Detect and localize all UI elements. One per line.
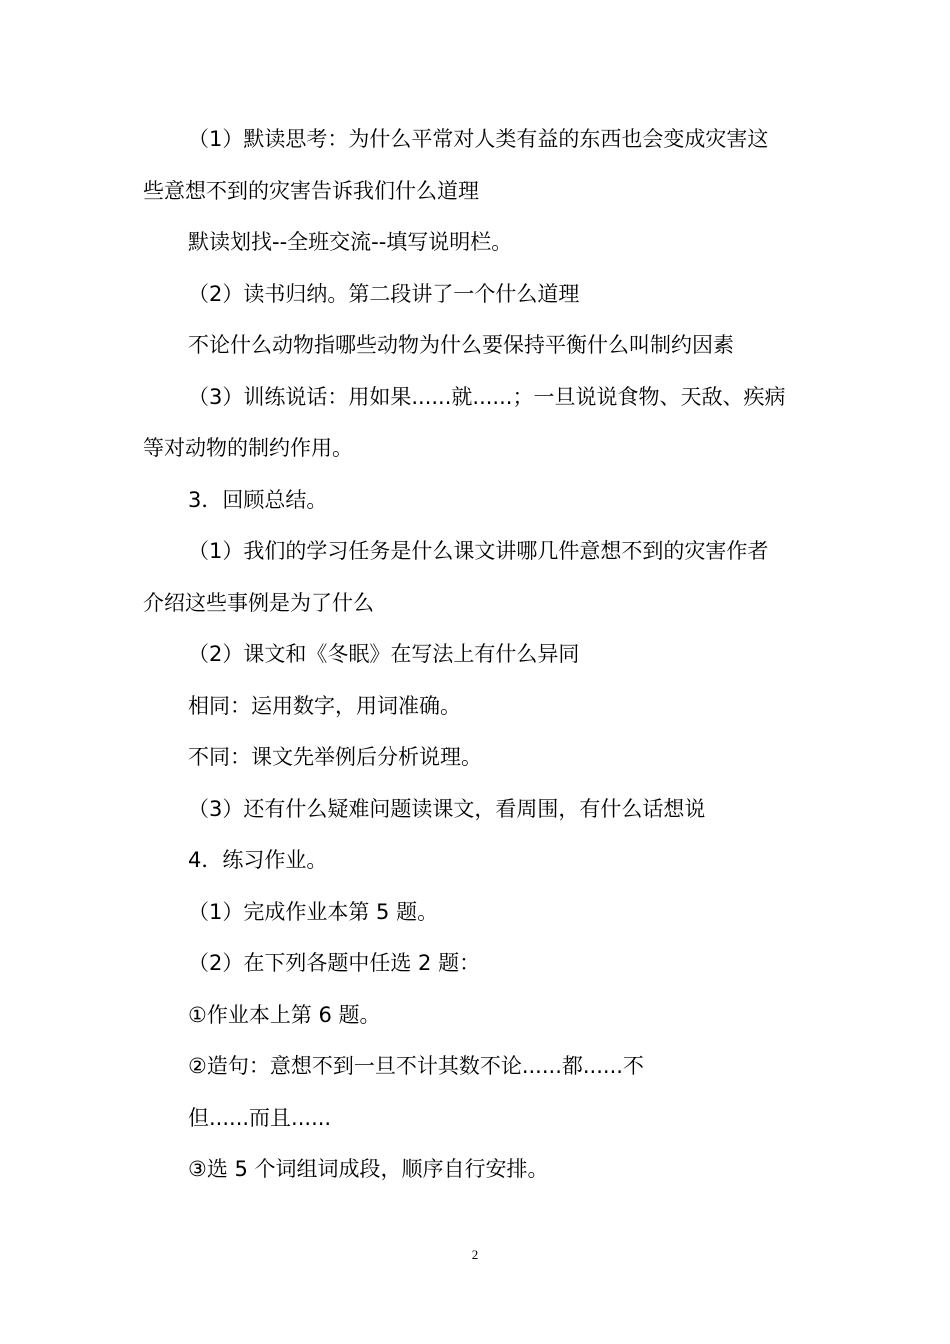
paragraph: 相同：运用数字，用词准确。 <box>188 693 461 718</box>
paragraph: 介绍这些事例是为了什么 <box>143 590 374 615</box>
paragraph: 等对动物的制约作用。 <box>143 436 353 460</box>
document-body <box>143 114 809 1196</box>
list-item-continuation: 但......而且...... <box>188 1105 332 1130</box>
paragraph: （2）读书归纳。第二段讲了一个什么道理 <box>188 281 580 306</box>
list-item: ③选 5 个词组词成段，顺序自行安排。 <box>188 1157 549 1181</box>
paragraph: （1）完成作业本第 5 题。 <box>188 899 439 924</box>
paragraph: 不同：课文先举例后分析说理。 <box>188 745 482 769</box>
paragraph: （3）还有什么疑难问题读课文，看周围，有什么话想说 <box>188 796 706 821</box>
section-heading: 3．回顾总结。 <box>188 487 328 512</box>
page-number: 2 <box>471 1247 479 1262</box>
paragraph: （1）默读思考：为什么平常对人类有益的东西也会变成灾害这 <box>188 127 769 151</box>
paragraph: 些意想不到的灾害告诉我们什么道理 <box>143 178 479 203</box>
list-item: ①作业本上第 6 题。 <box>188 1002 381 1027</box>
list-item: ②造句：意想不到一旦不计其数不论......都......不 <box>188 1054 644 1078</box>
paragraph: （2）在下列各题中任选 2 题： <box>188 951 481 975</box>
paragraph: （3）训练说话：用如果......就......；一旦说说食物、天敌、疾病 <box>188 384 786 409</box>
section-heading: 4．练习作业。 <box>188 848 328 872</box>
paragraph: （1）我们的学习任务是什么课文讲哪几件意想不到的灾害作者 <box>188 539 769 563</box>
paragraph: 默读划找--全班交流--填写说明栏。 <box>188 230 513 254</box>
paragraph: 不论什么动物指哪些动物为什么要保持平衡什么叫制约因素 <box>188 333 734 357</box>
paragraph: （2）课文和《冬眠》在写法上有什么异同 <box>188 642 580 666</box>
